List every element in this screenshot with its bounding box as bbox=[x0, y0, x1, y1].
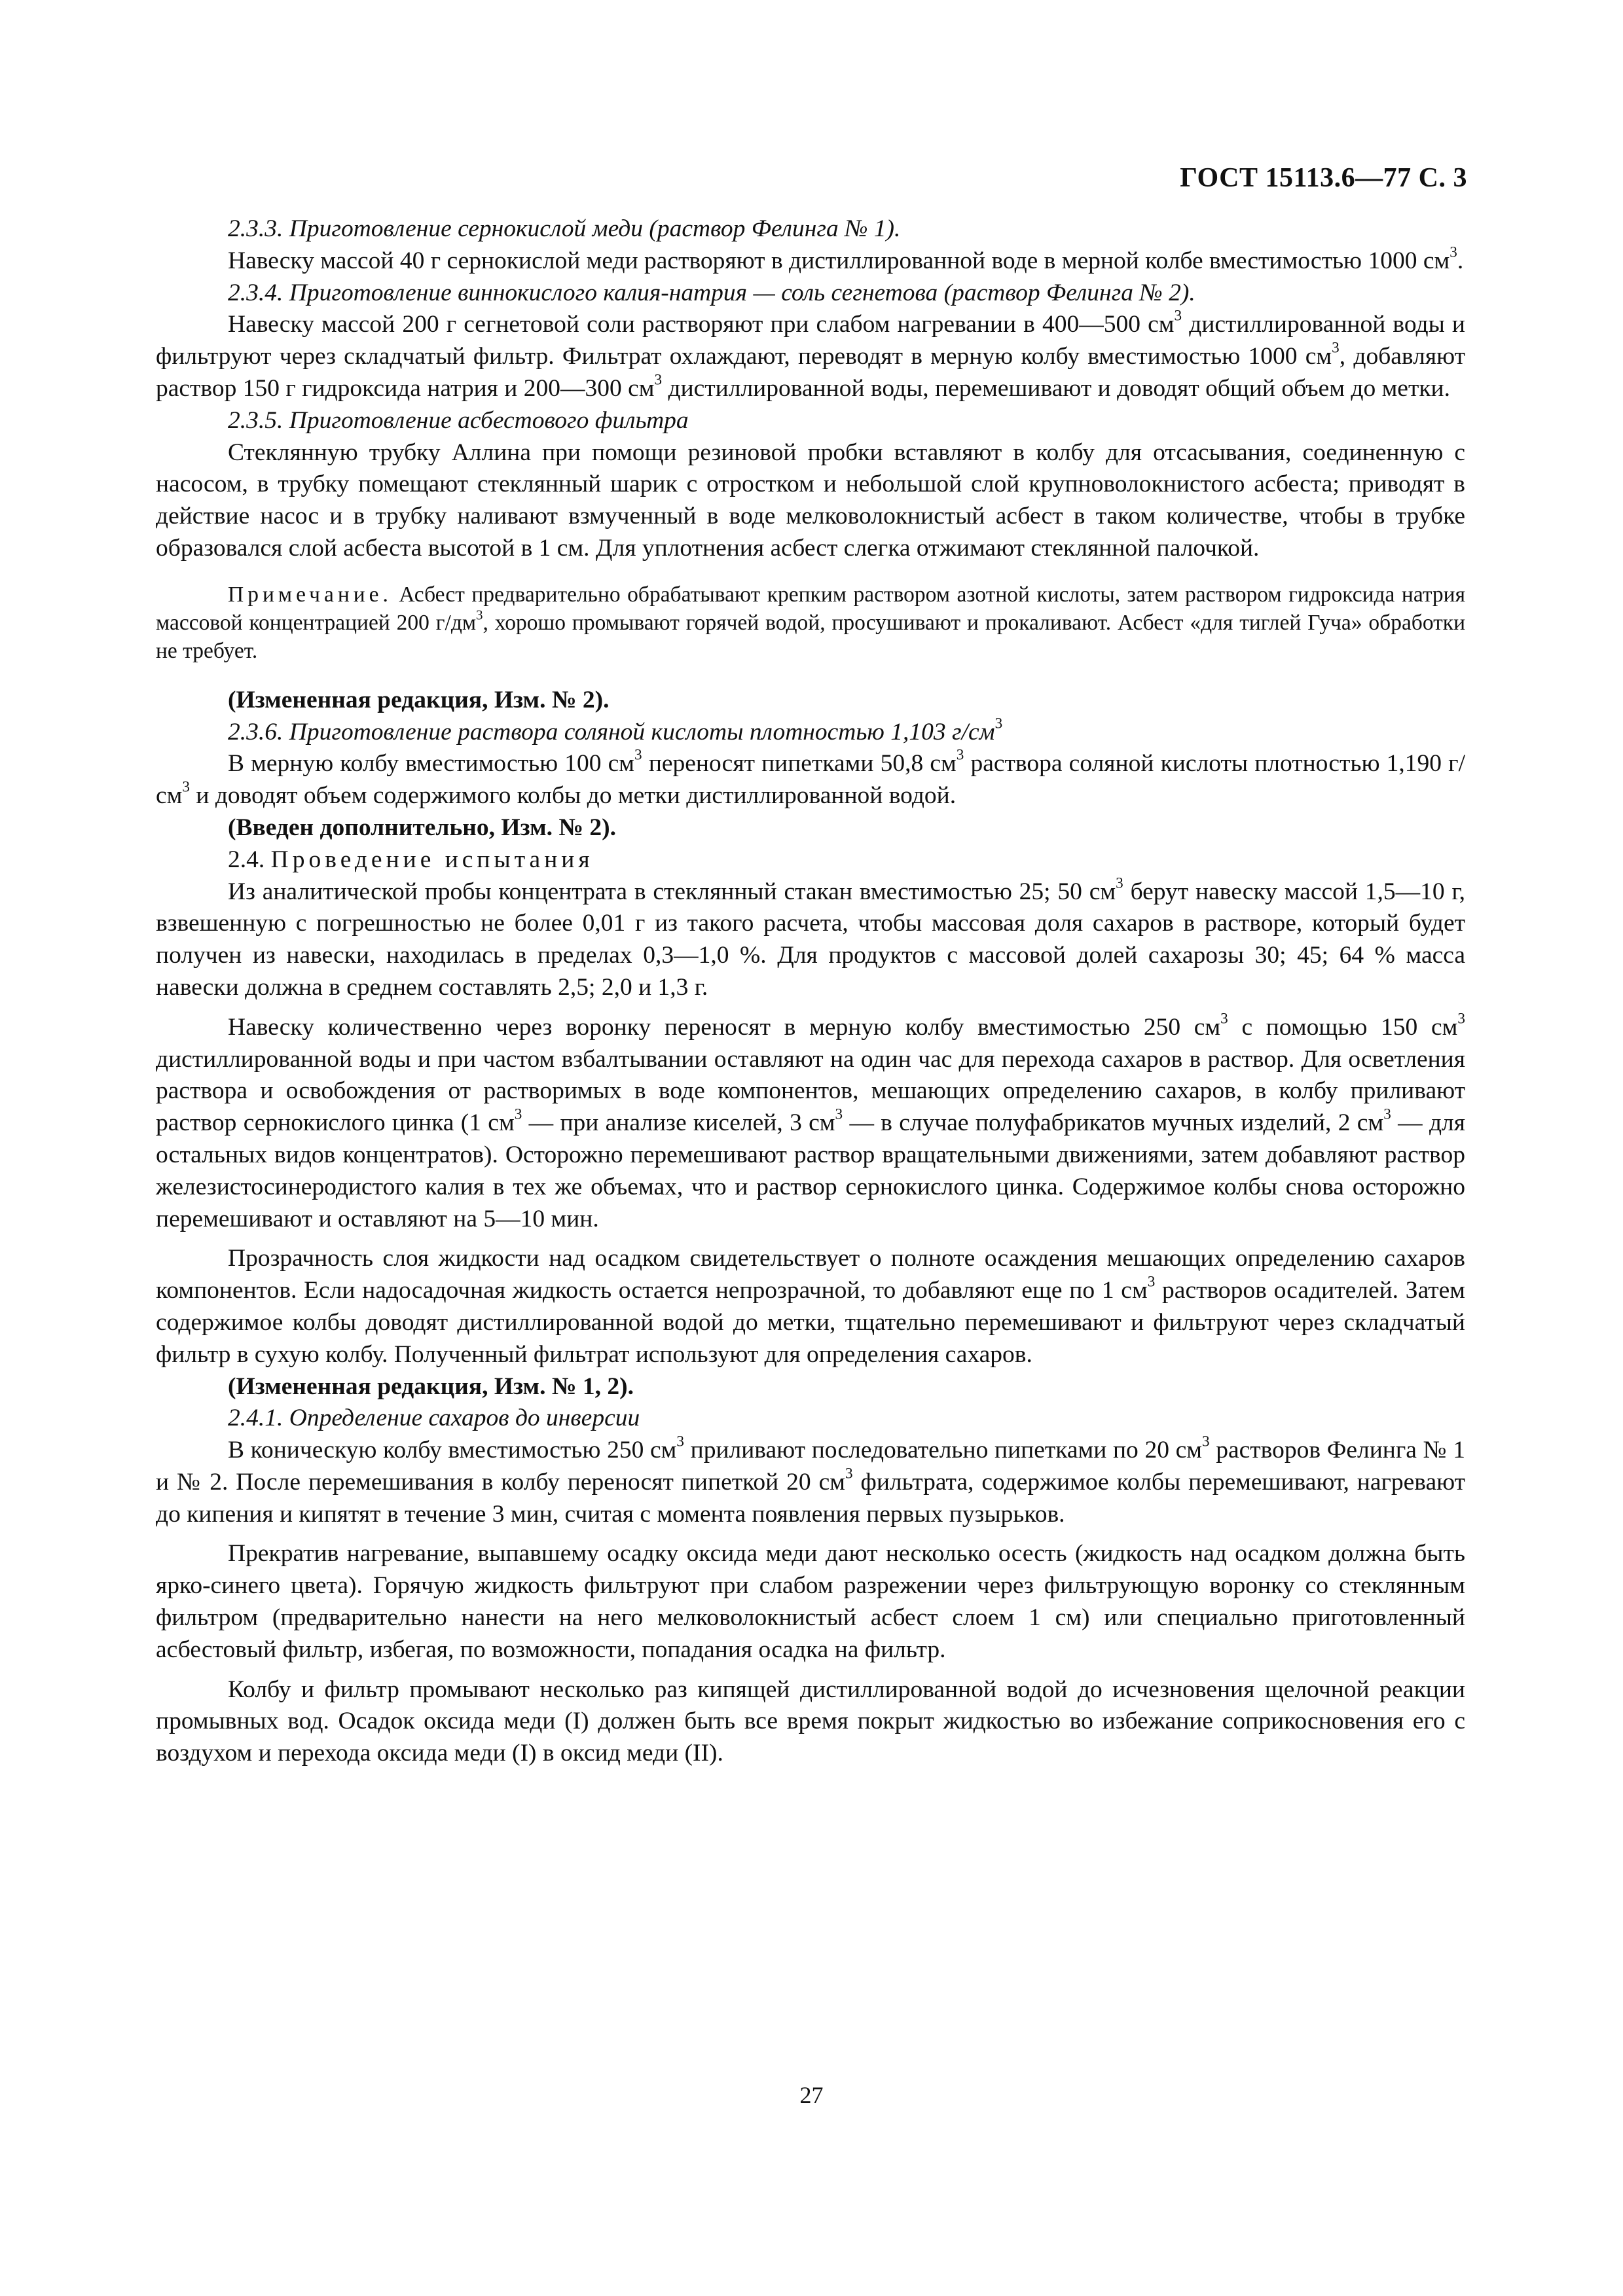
section-2-3-3-text: Навеску массой 40 г сернокислой меди растворяют в дистиллированной воде в мерной колбе вместимостью 1000 $см^3$. bbox=[228, 243, 1464, 274]
section-2-4-paragraph-2: Навеску количественно через воронку переносят в мерную колбу вместимостью 250 $см^3$ с помощью 150 $см^3$ дистиллированной воды и при частом взбалтывании оставляют на один час для перехода сахаров в раствор. Для осветления раствора и освобождения от растворимых в воде компонентов, мешающих определению сахаров, в колбу приливают раствор сернокислого цинка (1 $см^3$ — при анализе киселей, 3 $см^3$ — в случае полуфабрикатов мучных изделий, 2 $см^3$ — для остальных видов концентратов). Осторожно перемешивают раствор вращательными движениями, затем добавляют раствор железистосинеродистого калия в тех же объемах, что и раствор сернокислого цинка. Содержимое колбы снова осторожно перемешивают и оставляют на 5—10 мин. bbox=[156, 1010, 1465, 1232]
section-2-3-6-text: В мерную колбу вместимостью 100 $см^3$ переносят пипетками 50,8 $см^3$ раствора соляной кислоты плотностью 1,190 $г/см^3$ и доводят объем содержимого колбы до метки дистиллированной водой. bbox=[156, 746, 1465, 810]
section-2-3-6-title: 2.3.6. Приготовление раствора соляной кислоты плотностью 1,103 $г/см^3$ bbox=[228, 715, 1003, 745]
page-number: 27 bbox=[799, 2082, 824, 2108]
page-header: ГОСТ 15113.6—77 С. 3 bbox=[1180, 163, 1467, 193]
section-2-4-title: 2.4. Проведение испытания bbox=[228, 846, 594, 873]
note: Примечание. Асбест предварительно обрабатывают крепким раствором азотной кислоты, затем раствором гидроксида натрия массовой концентрацией 200 $г/дм^3$, хорошо промывают горячей водой, просушивают и прокаливают. Асбест «для тиглей Гуча» обработки не требует. bbox=[156, 582, 1466, 663]
section-2-4-1-paragraph-3: Колбу и фильтр промывают несколько раз кипящей дистиллированной водой до исчезновения щелочной реакции промывных вод. Осадок оксида меди (I) должен быть все время покрыт жидкостью во избежание соприкосновения его с воздухом и перехода оксида меди (I) в оксид меди (II). bbox=[156, 1676, 1465, 1767]
amendment-note-3: (Измененная редакция, Изм. № 1, 2). bbox=[228, 1372, 634, 1400]
section-2-3-5-title: 2.3.5. Приготовление асбестового фильтра bbox=[228, 406, 689, 434]
section-2-4-paragraph-3: Прозрачность слоя жидкости над осадком свидетельствует о полноте осаждения мешающих определению сахаров компонентов. Если надосадочная жидкость остается непрозрачной, то добавляют еще по 1 $см^3$ растворов осадителей. Затем содержимое колбы доводят дистиллированной водой до метки, тщательно перемешивают и фильтруют через складчатый фильтр в сухую колбу. Полученный фильтрат используют для определения сахаров. bbox=[156, 1245, 1466, 1368]
section-2-4-1-paragraph-2: Прекратив нагревание, выпавшему осадку оксида меди дают несколько осесть (жидкость над осадком должна быть ярко-синего цвета). Горячую жидкость фильтруют при слабом разрежении через фильтрующую воронку со стеклянным фильтром (предварительно нанести на него мелковолокнистый асбест слоем 1 см) или специально приготовленный асбестовый фильтр, избегая, по возможности, попадания осадка на фильтр. bbox=[156, 1540, 1465, 1663]
note-label: Примечание. bbox=[228, 582, 392, 607]
section-2-4-1-title: 2.4.1. Определение сахаров до инверсии bbox=[228, 1405, 640, 1432]
section-2-3-3-title: 2.3.3. Приготовление сернокислой меди (раствор Фелинга № 1). bbox=[228, 215, 901, 242]
amendment-note-2: (Введен дополнительно, Изм. № 2). bbox=[228, 814, 617, 841]
amendment-note-1: (Измененная редакция, Изм. № 2). bbox=[228, 686, 610, 713]
section-2-3-5-text: Стеклянную трубку Аллина при помощи резиновой пробки вставляют в колбу для отсасывания, соединенную с насосом, в трубку помещают стеклянный шарик с отростком и небольшой слой крупноволокнистого асбеста; приводят в действие насос и в трубку наливают взмученный в воде мелковолокнистый асбест в таком количестве, чтобы в трубке образовался слой асбеста высотой в 1 см. Для уплотнения асбест слегка отжимают стеклянной палочкой. bbox=[156, 439, 1465, 562]
document-body bbox=[156, 164, 1465, 1770]
section-2-4-paragraph-1: Из аналитической пробы концентрата в стеклянный стакан вместимостью 25; 50 $см^3$ берут навеску массой 1,5—10 г, взвешенную с погрешностью не более 0,01 г из такого расчета, чтобы массовая доля сахаров в растворе, который будет получен из навески, находилась в пределах 0,3—1,0 %. Для продуктов с массовой долей сахарозы 30; 45; 64 % масса навески должна в среднем составлять 2,5; 2,0 и 1,3 г. bbox=[156, 874, 1465, 1001]
section-2-3-4-text: Навеску массой 200 г сегнетовой соли растворяют при слабом нагревании в 400—500 $см^3$ дистиллированной воды и фильтруют через складчатый фильтр. Фильтрат охлаждают, переводят в мерную колбу вместимостью 1000 $см^3$, добавляют раствор 150 г гидроксида натрия и 200—300 $см^3$ дистиллированной воды, перемешивают и доводят общий объем до метки. bbox=[156, 307, 1466, 402]
section-2-3-4-title: 2.3.4. Приготовление виннокислого калия-натрия — соль сегнетова (раствор Фелинга № 2). bbox=[228, 279, 1195, 306]
section-2-4-1-paragraph-1: В коническую колбу вместимостью 250 $см^3$ приливают последовательно пипетками по 20 $см^3$ растворов Фелинга № 1 и № 2. После перемешивания в колбу переносят пипеткой 20 $см^3$ фильтрата, содержимое колбы перемешивают, нагревают до кипения и кипятят в течение 3 мин, считая с момента появления первых пузырьков. bbox=[156, 1433, 1466, 1528]
